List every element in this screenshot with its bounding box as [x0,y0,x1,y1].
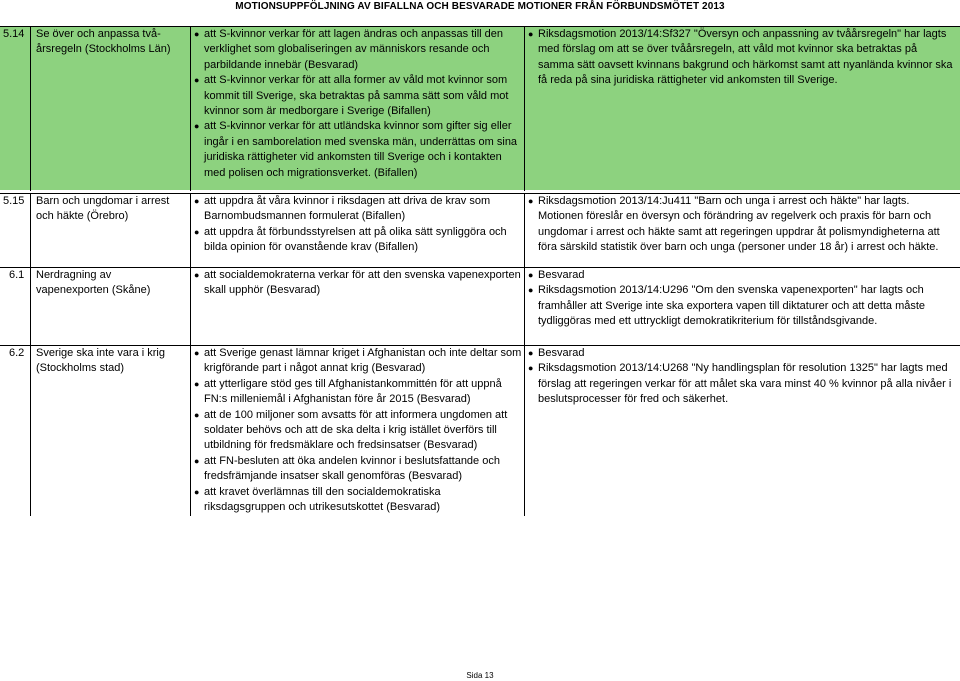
list-item: ● att S-kvinnor verkar för att utländska kvinnor som gifter sig eller ingår i en samborelation med svenska män, underrättas om sina juridiska rättigheter vid ankomsten till Sverige och i kontakten med polisen och migrationsverket. (Bifallen) [194,120,518,179]
list-item: ● att uppdra åt förbundsstyrelsen att på olika sätt synliggöra och bilda opinion för ovanstående krav (Bifallen) [194,225,507,254]
response-list [528,194,956,256]
list-item: ● att socialdemokraterna verkar för att den svenska vapenexporten skall upphör (Besvarad) [194,269,521,297]
table-row [0,345,960,516]
list-item: ● att S-kvinnor verkar för att lagen ändras och anpassas till den verklighet som globaliseringen av människors resande och parbildande innebär (Besvarad) [194,28,503,71]
list-item: ● Besvarad [528,269,585,281]
list-item: ● att ytterligare stöd ges till Afghanistankommittén för att uppnå FN:s milleniemål i Afghanistan före år 2015 (Besvarad) [194,377,502,406]
motion-number: 6.1 [9,269,25,281]
proposal-list [194,346,524,515]
table-row [0,267,960,346]
list-item: ● att S-kvinnor verkar för att alla former av våld mot kvinnor som kommit till Sverige, ska betraktas på samma sätt som våld mot kvinnor som är medborgare i Sverige (Bifallen) [194,74,509,118]
proposal-list [194,268,524,299]
motion-number: 5.14 [3,28,25,40]
response-list [528,346,956,408]
table-row [0,26,960,191]
proposal-list [194,194,524,256]
list-item: ● att FN-besluten att öka andelen kvinnor i beslutsfattande och fredsfrämjande insatser skall genomföras (Besvarad) [194,454,500,483]
list-item: ● att uppdra åt våra kvinnor i riksdagen att driva de krav som Barnombudsmannen formulerat (Bifallen) [194,195,491,223]
motion-title: Se över och anpassa två-årsregeln (Stockholms Län) [36,28,171,56]
proposal-list [194,27,524,181]
list-item: ● Riksdagsmotion 2013/14:Sf327 "Översyn och anpassning av tvåårsregeln" har lagts med förslag om att se över tvåårsregeln, att våld mot kvinnor ska betraktas på samma sätt oavsett kvinnans bakgrund och härkomst samt att nyanlända kvinnor ska få reda på sina juridiska rättigheter vid ankomsten till Sverige. [528,28,953,87]
motion-title: Nerdragning av vapenexporten (Skåne) [36,269,151,297]
page-number: Sida 13 [466,671,494,680]
list-item: ● Besvarad [528,347,585,359]
table-row [0,193,960,267]
list-item: ● att Sverige genast lämnar kriget i Afghanistan och inte deltar som krigförande part i något annat krig (Besvarad) [194,347,522,375]
motion-title: Sverige ska inte vara i krig (Stockholms stad) [36,347,165,375]
list-item: ● att de 100 miljoner som avsatts för att informera ungdomen att soldater behövs och att de ska delta i krig istället överförs till utbildning för fredsmäklare och fredsinsatser (Besvarad) [194,408,508,452]
document-title: MOTIONSUPPFÖLJNING AV BIFALLNA OCH BESVARADE MOTIONER FRÅN FÖRBUNDSMÖTET 2013 [235,1,725,12]
response-list [528,27,956,89]
list-item: ● Riksdagsmotion 2013/14:U268 "Ny handlingsplan för resolution 1325" har lagts med förslag att regeringen verkar för att målet ska vara minst 40 % kvinnor på alla nivåer i beslutsprocesser för fred och säkerhet. [528,362,952,406]
response-list [528,268,956,330]
list-item: ● Riksdagsmotion 2013/14:U296 "Om den svenska vapenexporten" har lagts och framhåller att Sverige inte ska exportera vapen till diktaturer och att detta måste tydliggöras med ett uttryckligt demokratikriterium för tillståndsgivande. [528,284,926,328]
motion-title: Barn och ungdomar i arrest och häkte (Örebro) [36,195,170,223]
motion-number: 6.2 [9,347,25,359]
list-item: ● att kravet överlämnas till den socialdemokratiska riksdagsgruppen och utrikesutskottet (Besvarad) [194,485,441,514]
page-header [0,0,960,26]
motion-number: 5.15 [3,195,25,207]
list-item: ● Riksdagsmotion 2013/14:Ju411 "Barn och unga i arrest och häkte" har lagts. Motionen föreslår en översyn och förändring av regelverk och praxis för barn och ungdomar i arrest och häkte samt att regeringen uppdrar åt polismyndigheterna att föra särskild statistik över barn och unga (personer under 18 år) i arrest och häkte. [528,195,940,254]
